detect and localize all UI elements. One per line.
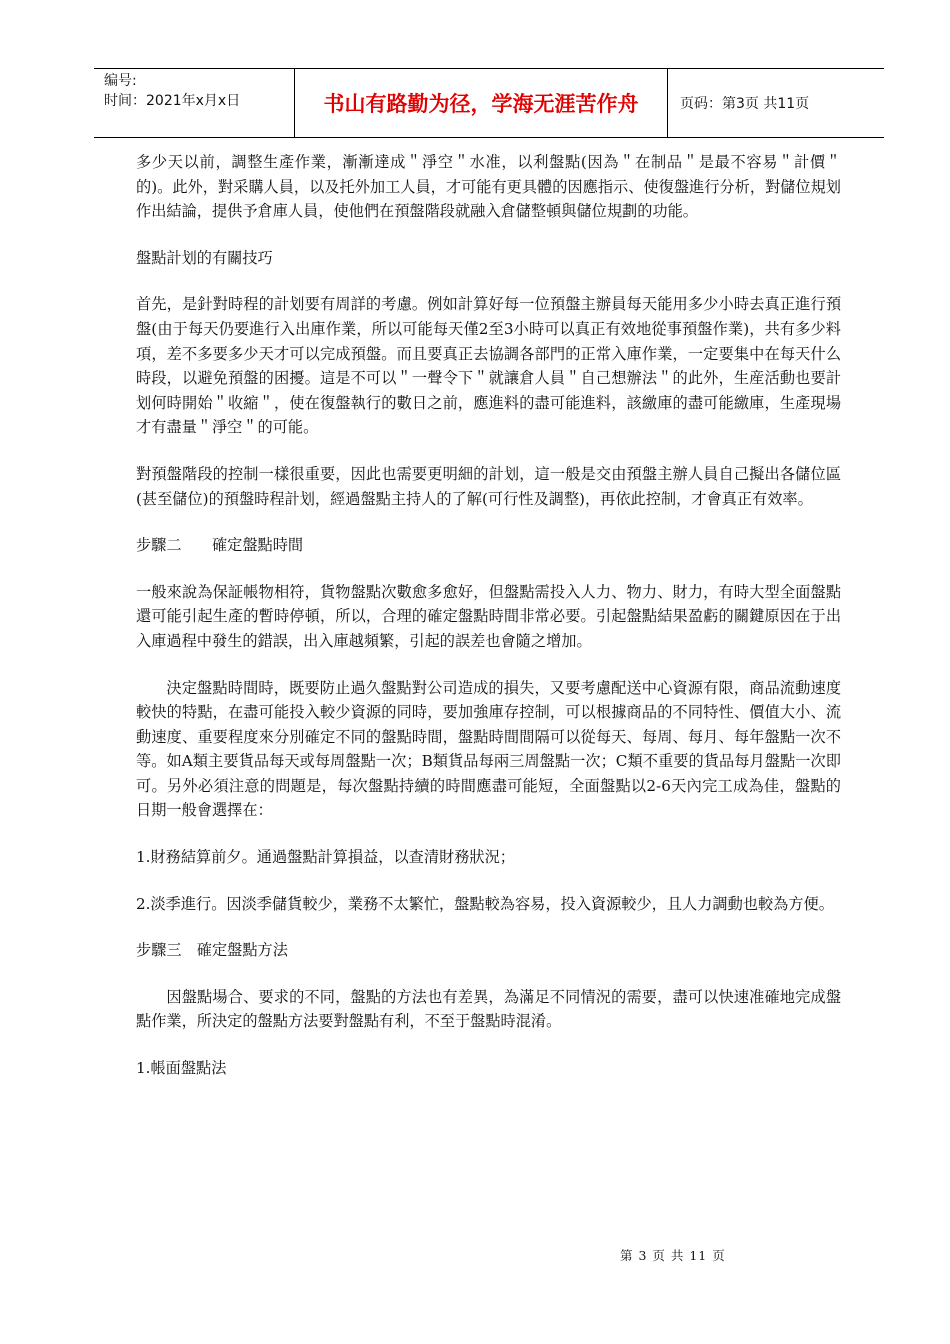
body-paragraph: 對預盤階段的控制一樣很重要，因此也需要更明細的計划，這一般是交由預盤主辦人員自己擬出各儲位區(甚至儲位)的預盤時程計划，經過盤點主持人的了解(可行性及調整)，再依此控制，才會真正有效率。 — [136, 464, 841, 508]
body-paragraph: 決定盤點時間時，既要防止過久盤點對公司造成的損失，又要考慮配送中心資源有限，商品流動速度較快的特點，在盡可能投入較少資源的同時，要加強庫存控制，可以根據商品的不同特性、價值大小、流動速度、重要程度來分別確定不同的盤點時間，盤點時間間隔可以從每天、每周、每月、每年盤點一次不等。如A類主要貨品每天或每周盤點一次；B類貨品每兩三周盤點一次；C類不重要的貨品每月盤點一次即可。另外必須注意的問題是，每次盤點持續的時間應盡可能短，全面盤點以2-6天內完工成為佳，盤點的日期一般會選擇在： — [136, 678, 841, 820]
header-motto: 书山有路勤为径，学海无涯苦作舟 — [295, 69, 668, 137]
header-info-cell — [94, 69, 295, 137]
page-footer: 第 3 页 共 11 页 — [620, 1248, 726, 1263]
document-body — [136, 150, 841, 1103]
list-item: 1.帳面盤點法 — [136, 1059, 227, 1078]
list-item: 2.淡季進行。因淡季儲貨較少，業務不太繁忙，盤點較為容易，投入資源較少，且人力調動也較為方便。 — [136, 894, 834, 913]
document-number-label: 编号: — [104, 73, 137, 89]
page-header — [94, 68, 884, 138]
list-item: 1.財務結算前夕。通過盤點計算損益，以查清財務狀況； — [136, 848, 515, 867]
body-paragraph: 一般來說為保証帳物相符，貨物盤點次數愈多愈好，但盤點需投入人力、物力、財力，有時大型全面盤點還可能引起生產的暫時停頓，所以，合理的確定盤點時間非常必要。引起盤點結果盈虧的關鍵原因在于出入庫過程中發生的錯誤，出入庫越頻繁，引起的誤差也會隨之增加。 — [136, 582, 841, 650]
document-time-label: 时间：2021年x月x日 — [104, 93, 241, 109]
body-paragraph: 多少天以前，調整生產作業，漸漸達成＂淨空＂水准，以利盤點(因為＂在制品＂是最不容易＂計價＂的)。此外，對采購人員，以及托外加工人員，才可能有更具體的因應指示、使復盤進行分析，對儲位規划作出結論，提供予倉庫人員，使他們在預盤階段就融入倉儲整頓與儲位規劃的功能。 — [136, 153, 841, 221]
section-heading-techniques: 盤點計划的有關技巧 — [136, 248, 273, 267]
body-paragraph: 因盤點場合、要求的不同，盤點的方法也有差異，為滿足不同情況的需要，盡可以快速准確地完成盤點作業，所決定的盤點方法要對盤點有利，不至于盤點時混淆。 — [136, 987, 841, 1031]
step-two-heading: 步驟二 確定盤點時間 — [136, 536, 304, 555]
step-three-heading: 步驟三 確定盤點方法 — [136, 941, 288, 960]
header-page-number: 页码：第3页 共11页 — [680, 96, 810, 112]
body-paragraph: 首先，是針對時程的計划要有周詳的考慮。例如計算好每一位預盤主辦員每天能用多少小時去真正進行預盤(由于每天仍要進行入出庫作業，所以可能每天僅2至3小時可以真正有效地從事預盤作業)，共有多少料項，差不多要多少天才可以完成預盤。而且要真正去協調各部門的正常入庫作業，一定要集中在每天什么時段，以避免預盤的困擾。這是不可以＂一聲令下＂就讓倉人員＂自己想辦法＂的此外，生産活動也要計划何時開始＂收縮＂，使在復盤執行的數日之前，應進料的盡可能進料，該繳庫的盡可能繳庫，生產現場才有盡量＂淨空＂的可能。 — [136, 295, 841, 437]
